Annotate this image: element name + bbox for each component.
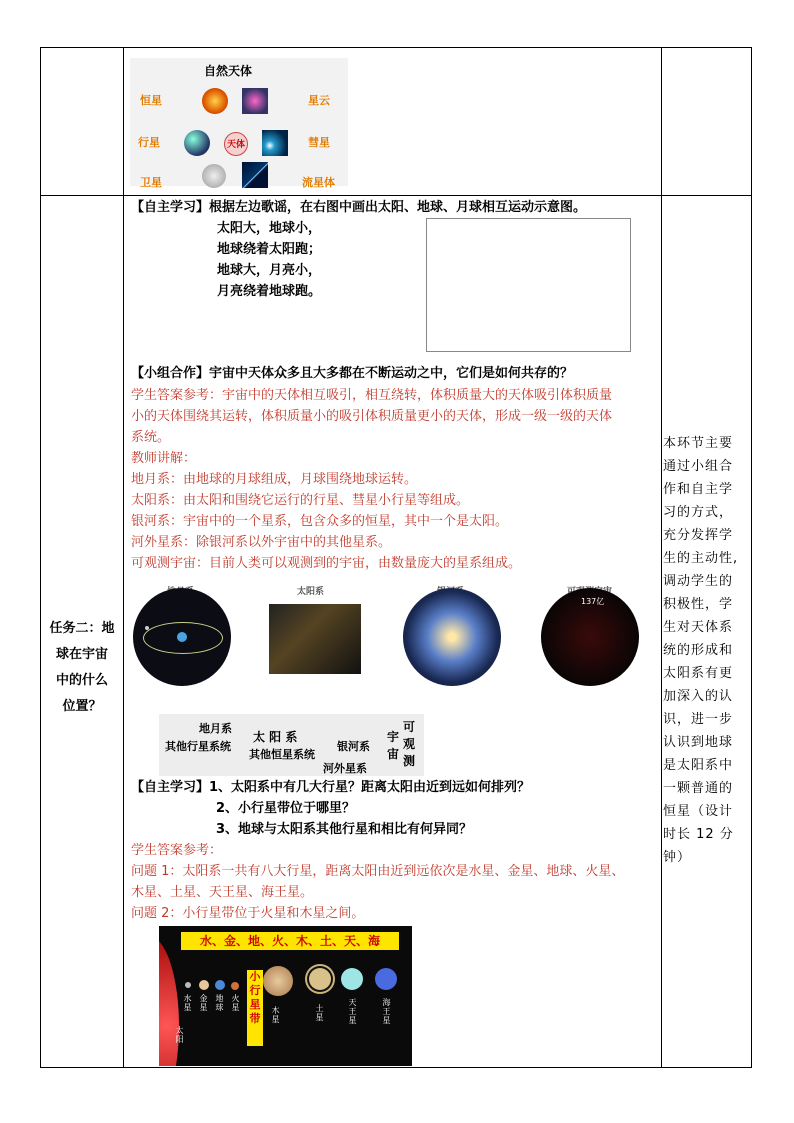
row-divider: [41, 195, 751, 196]
explain-line: 太阳系：由太阳和围绕它运行的行星、彗星小行星等组成。: [131, 493, 470, 508]
system-label: 太阳系: [297, 587, 325, 597]
hier-earth-moon: 地月系: [199, 722, 232, 735]
explain-line: 河外星系：除银河系以外宇宙中的其他星系。: [131, 535, 392, 550]
planet-order-chart: [159, 926, 412, 1066]
celestial-diagram: [130, 58, 348, 189]
planet-label: 木星: [271, 1006, 280, 1024]
task-title: 任务二：地 球在宇宙 中的什么 位置？: [49, 621, 115, 714]
hierarchy-diagram: [159, 714, 424, 776]
self-study-q3: 3、地球与太阳系其他行星和相比有何异同？: [216, 822, 473, 837]
label-planet: 行星: [138, 136, 160, 149]
planet-banner: 水、金、地、火、木、土、天、海: [181, 932, 399, 950]
milky-way-image: [403, 588, 501, 686]
answer-line: 学生答案参考：宇宙中的天体相互吸引，相互绕转，体积质量大的天体吸引体积质量: [131, 388, 613, 403]
planet-label: 土星: [315, 1004, 324, 1022]
label-nebula: 星云: [308, 94, 330, 107]
verse-line: 地球绕着太阳跑；: [217, 242, 322, 257]
planet-label: 火星: [231, 994, 240, 1012]
teacher-label: 教师讲解：: [131, 451, 197, 466]
column-divider: [661, 48, 662, 1067]
center-badge: [224, 132, 248, 156]
answer-line: 木星、土星、天王星、海王星。: [131, 885, 314, 900]
lesson-table: [40, 47, 752, 1068]
answer-line: 问题 2：小行星带位于火星和木星之间。: [131, 906, 365, 921]
meteor-image: [242, 162, 268, 188]
planet-label: 地球: [215, 994, 224, 1012]
planet-label: 金星: [199, 994, 208, 1012]
moon-image: [202, 164, 226, 188]
sun-label: 太阳: [175, 1026, 184, 1044]
asteroid-belt-label: 小行星带: [247, 970, 263, 1046]
hier-galaxies: 河外星系: [323, 762, 367, 775]
hier-observable: 可观测: [403, 720, 416, 768]
self-study-q2: 2、小行星带位于哪里？: [216, 801, 356, 816]
self-study-prompt: 【自主学习】根据左边歌谣，在右图中画出太阳、地球、月球相互运动示意图。: [131, 200, 587, 215]
answer-line: 问题 1：太阳系一共有八大行星，距离太阳由近到远依次是水星、金星、地球、火星、: [131, 864, 625, 879]
sun-image: [159, 936, 179, 1066]
planet-label: 天王星: [348, 998, 357, 1025]
verse-line: 地球大，月亮小，: [217, 263, 322, 278]
column-divider: [123, 48, 124, 1067]
label-meteoroid: 流星体: [302, 176, 335, 189]
hier-solar-system: 太 阳 系: [253, 730, 298, 744]
sun-image: [202, 88, 228, 114]
verse-line: 月亮绕着地球跑。: [217, 284, 322, 299]
design-note: 本环节主要 通过小组合 作和自主学 习的方式， 充分发挥学 生的主动性, 调动学生的 积极性，学 生对天体系 统的形成和 太阳系有更 加深入的认 识，进一步 认识到地球 是太阳系中 一颗普通的 恒星（设计 时长 12 分 钟）: [663, 436, 739, 865]
drawing-box[interactable]: [426, 218, 631, 352]
hier-other-planets: 其他行星系统: [165, 740, 231, 753]
hier-milky-way: 银河系: [337, 740, 370, 753]
explain-line: 可观测宇宙：目前人类可以观测到的宇宙，由数量庞大的星系组成。: [131, 556, 522, 571]
universe-age: 137亿: [581, 597, 605, 606]
center-label: 天体: [227, 140, 246, 150]
label-star: 恒星: [140, 94, 162, 107]
hier-universe: 宇宙: [387, 730, 400, 761]
answer-line: 小的天体围绕其运转，体积质量小的吸引体积质量更小的天体，形成一级一级的天体: [131, 409, 613, 424]
verse-line: 太阳大，地球小，: [217, 221, 322, 236]
earth-moon-system-image: [133, 588, 231, 686]
solar-system-image: [269, 604, 361, 674]
group-prompt: 【小组合作】宇宙中天体众多且大多都在不断运动之中，它们是如何共存的？: [131, 366, 574, 381]
answer-label: 学生答案参考：: [131, 843, 223, 858]
label-satellite: 卫星: [140, 176, 162, 189]
explain-line: 银河系：宇宙中的一个星系，包含众多的恒星，其中一个是太阳。: [131, 514, 509, 529]
planet-label: 海王星: [382, 998, 391, 1025]
observable-universe-image: [541, 588, 639, 686]
diagram-title: 自然天体: [204, 64, 253, 78]
earth-image: [184, 130, 210, 156]
hier-other-stars: 其他恒星系统: [249, 748, 315, 761]
label-comet: 彗星: [308, 136, 330, 149]
nebula-image: [242, 88, 268, 114]
explain-line: 地月系：由地球的月球组成，月球围绕地球运转。: [131, 472, 418, 487]
planet-label: 水星: [183, 994, 192, 1012]
comet-image: [262, 130, 288, 156]
answer-line: 系统。: [131, 430, 171, 445]
self-study-q1: 【自主学习】1、太阳系中有几大行星？距离太阳由近到远如何排列？: [131, 780, 531, 795]
